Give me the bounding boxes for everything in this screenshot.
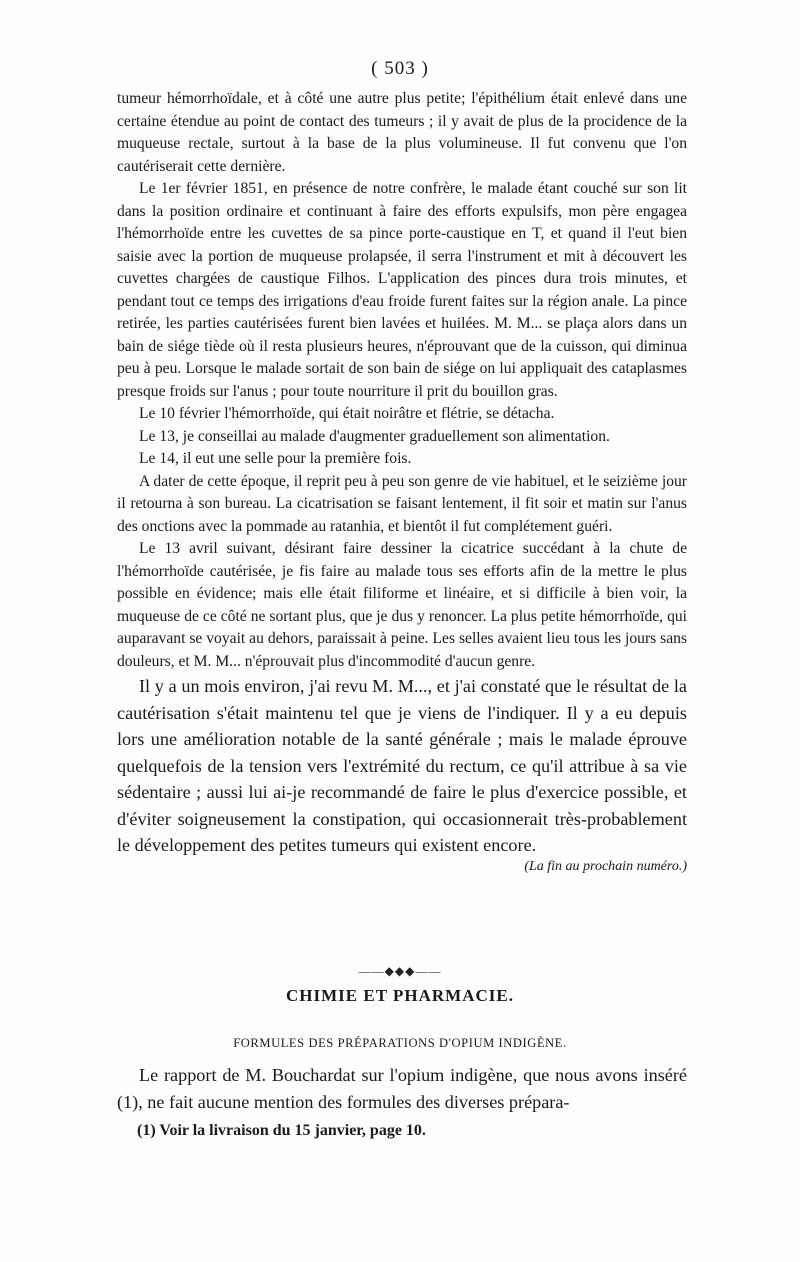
paragraph-5: Le 14, il eut une selle pour la première fois.: [139, 450, 412, 467]
paragraph-6: A dater de cette époque, il reprit peu à peu son genre de vie habituel, et le seizième jour il retourna à son bureau. La cicatrisation se faisant lentement, il fit soir et matin sur l'anus des onctions avec la pommade au ratanhia, et bientôt il fut complétement guéri.: [117, 472, 687, 535]
paragraph-3: Le 10 février l'hémorrhoïde, qui était noirâtre et flétrie, se détacha.: [139, 405, 555, 422]
paragraph-1: tumeur hémorrhoïdale, et à côté une autre plus petite; l'épithélium était enlevé dans une certaine étendue au point de contact des tumeurs ; il y avait de plus de la procidence de la muqueuse rectale, surtout à la base de la plus volumineuse. Il fut convenu que l'on cautériserait cette dernière.: [117, 90, 687, 175]
section-body: [117, 1062, 687, 1116]
paragraph-8: Il y a un mois environ, j'ai revu M. M..., et j'ai constaté que le résultat de la cautérisation s'était maintenu tel que je viens de l'indiquer. Il y a eu depuis lors une amélioration notable de la santé générale ; mais le malade éprouve quelquefois de la tension vers l'extrémité du rectum, ce qu'il attribue à sa vie sédentaire ; aussi lui ai-je recommandé de faire le plus d'exercice possible, et d'éviter soigneusement la constipation, qui occasionnerait très-probablement le développement des petites tumeurs qui existent encore.: [117, 676, 687, 855]
footnote: (1) Voir la livraison du 15 janvier, page 10.: [137, 1122, 426, 1139]
continuation-note: (La fin au prochain numéro.): [524, 858, 687, 874]
section-title: CHIMIE ET PHARMACIE.: [286, 986, 514, 1005]
section-paragraph: Le rapport de M. Bouchardat sur l'opium indigène, que nous avons inséré (1), ne fait aucune mention des formules des diverses prépara-: [117, 1065, 687, 1112]
ornamental-rule: ——◆◆◆——: [358, 964, 442, 978]
paragraph-7: Le 13 avril suivant, désirant faire dessiner la cicatrice succédant à la chute de l'hémorrhoïde cautérisée, je fis faire au malade tous ses efforts afin de la mettre le plus possible en évidence; mais elle était filiforme et linéaire, et si difficile à bien voir, la muqueuse de ce côté ne sortant plus, que je dus y renoncer. La plus petite hémorrhoïde, qui auparavant se voyait au dehors, paraissait à peine. Les selles avaient lieu tous les jours sans douleurs, et M. M... n'éprouvait plus d'incommodité d'aucun genre.: [117, 540, 687, 670]
paragraph-4: Le 13, je conseillai au malade d'augmenter graduellement son alimentation.: [139, 427, 610, 445]
page-number: ( 503 ): [371, 58, 429, 79]
subheading: FORMULES DES PRÉPARATIONS D'OPIUM INDIGÈNE.: [233, 1036, 567, 1050]
article-body: [117, 88, 687, 875]
paragraph-2: Le 1er février 1851, en présence de notre confrère, le malade étant couché sur son lit dans la position ordinaire et continuant à faire des efforts expulsifs, mon père engagea l'hémorrhoïde entre les cuvettes de sa pince porte-caustique en T, et quand il l'eut bien saisie avec la portion de muqueuse prolapsée, il serra l'instrument et mit à découvert les cuvettes chargées de caustique Filhos. L'application des pinces dura trois minutes, et pendant tout ce temps des irrigations d'eau froide furent faites sur la région anale. La pince retirée, les parties cautérisées furent bien lavées et huilées. M. M... se plaça alors dans un bain de siége tiède où il resta plusieurs heures, n'éprouvant que de la cuisson, qui diminua peu à peu. Lorsque le malade sortait de son bain de siége on lui appliquait des cataplasmes presque froids sur l'anus ; pour toute nourriture il prit du bouillon gras.: [117, 180, 687, 400]
